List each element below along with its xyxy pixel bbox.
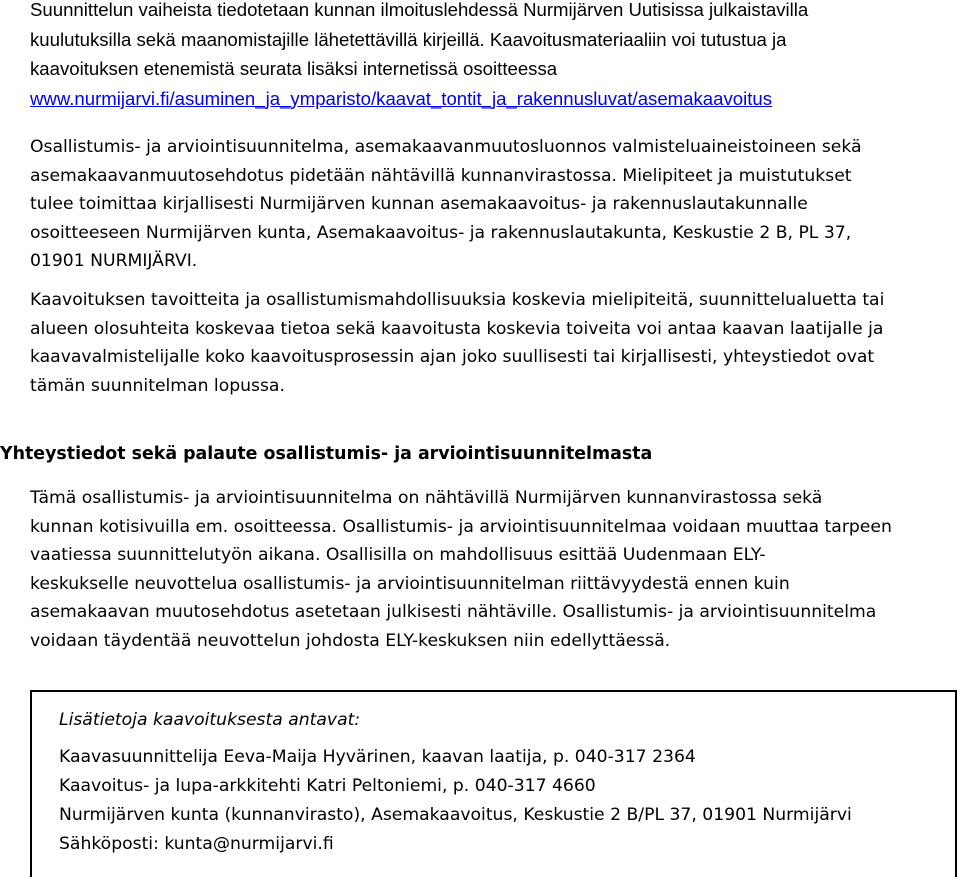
goals-paragraph: Kaavoituksen tavoitteita ja osallistumismahdollisuuksia koskevia mielipiteitä, suunnittelualuetta tai alueen olosuhteita koskevaa tietoa sekä kaavoitusta koskevia toiveita voi antaa kaavan laatijalle ja kaavavalmistelijalle koko kaavoitusprosessin ajan joko suullisesti tai kirjallisesti, yhteystiedot ovat tämän suunnitelman lopussa. [30,290,885,396]
kaavoitus-link[interactable]: www.nurmijarvi.fi/asuminen_ja_ymparisto/kaavat_tontit_ja_rakennusluvat/asemakaavoitus [30,87,773,109]
intro-paragraph [30,0,960,114]
info-line-planner: Kaavasuunnittelija Eeva-Maija Hyvärinen, kaavan laatija, p. 040-317 2364 [59,747,696,767]
info-box [30,690,957,877]
info-box-title: Lisätietoja kaavoituksesta antavat: [59,710,361,730]
intro-text: Suunnittelun vaiheista tiedotetaan kunnan ilmoituslehdessä Nurmijärven Uutisissa julkaistavilla kuulutuksilla sekä maanomistajille lähetettävillä kirjeillä. Kaavoitusmateriaaliin voi tutustua ja kaavoituksen etenemistä seurata lisäksi internetissä osoitteessa [30,0,809,79]
contact-paragraph: Tämä osallistumis- ja arviointisuunnitelma on nähtävillä Nurmijärven kunnanvirastossa sekä kunnan kotisivuilla em. osoitteessa. Osallistumis- ja arviointisuunnitelmaa voidaan muuttaa tarpeen vaatiessa suunnittelutyön aikana. Osallisilla on mahdollisuus esittää Uudenmaan ELY- keskukselle neuvottelua osallistumis- ja arviointisuunnitelman riittävyydestä ennen kuin asemakaavan muutosehdotus asetetaan julkisesti nähtäville. Osallistumis- ja arviointisuunnitelma voidaan täydentää neuvottelun johdosta ELY-keskuksen niin edellyttäessä. [30,488,892,651]
info-line-architect: Kaavoitus- ja lupa-arkkitehti Katri Peltoniemi, p. 040-317 4660 [59,776,596,796]
participation-paragraph: Osallistumis- ja arviointisuunnitelma, asemakaavanmuutosluonnos valmisteluaineistoineen sekä asemakaavanmuutosehdotus pidetään nähtävillä kunnanvirastossa. Mielipiteet ja muistutukset tulee toimittaa kirjallisesti Nurmijärven kunnan asemakaavoitus- ja rakennuslautakunnalle osoitteeseen Nurmijärven kunta, Asemakaavoitus- ja rakennuslautakunta, Keskustie 2 B, PL 37, 01901 NURMIJÄRVI. [30,137,862,271]
info-line-address: Nurmijärven kunta (kunnanvirasto), Asemakaavoitus, Keskustie 2 B/PL 37, 01901 Nurmijärvi [59,805,852,825]
info-line-email: Sähköposti: kunta@nurmijarvi.fi [59,834,334,854]
contact-section-heading: Yhteystiedot sekä palaute osallistumis- ja arviointisuunnitelmasta [0,444,653,464]
